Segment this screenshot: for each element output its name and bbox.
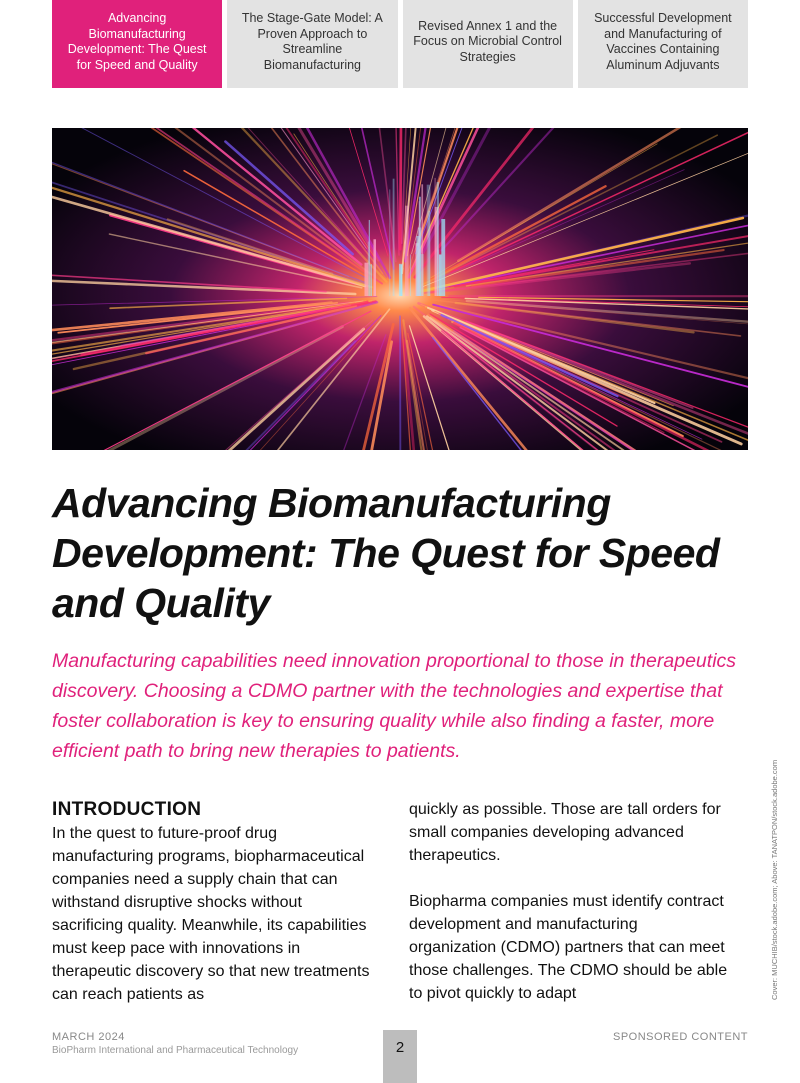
tab-stage-gate-model[interactable] (227, 0, 397, 88)
light-tower (389, 189, 390, 296)
light-tower (405, 206, 409, 296)
light-tower (435, 178, 436, 296)
light-tower (364, 263, 368, 296)
light-streak (400, 316, 401, 450)
light-speed-streaks-image (52, 128, 748, 450)
tab-label: Revised Annex 1 and the Focus on Microbial Control Strategies (413, 18, 562, 64)
light-tower (437, 182, 439, 296)
light-tower (419, 201, 420, 296)
article-column-right (409, 798, 729, 1005)
image-credit: Cover: MUCHIB/stock.adobe.com; Above: TANATPON/stock.adobe.com (770, 759, 779, 1000)
light-tower (401, 265, 403, 296)
light-tower (420, 254, 423, 296)
tab-label: Advancing Biomanufacturing Development: The Quest for Speed and Quality (67, 11, 207, 72)
tab-revised-annex-1[interactable] (403, 0, 573, 88)
light-tower (393, 179, 395, 296)
light-tower (410, 254, 411, 296)
tab-advancing-biomanufacturing[interactable] (52, 0, 222, 88)
light-tower (428, 211, 429, 296)
section-heading: INTRODUCTION (52, 799, 202, 820)
body-paragraph: In the quest to future-proof drug manufacturing programs, biopharmaceutical companies need a supply chain that can withstand disruptive shocks without sacrificing quality. Meanwhile, its capabilities must keep pace with innovations in therapeutic discovery so that new treatments can reach patients as (52, 825, 370, 1003)
article-title: Advancing Biomanufacturing Development: The Quest for Speed and Quality (52, 480, 720, 626)
article-column-left (52, 798, 372, 1006)
tab-label: The Stage-Gate Model: A Proven Approach to Streamline Biomanufacturing (241, 11, 383, 72)
tab-label: Successful Development and Manufacturing of Vaccines Containing Aluminum Adjuvants (594, 11, 732, 72)
footer-publication: BioPharm International and Pharmaceutical Technology (52, 1045, 299, 1056)
footer-sponsored-label: SPONSORED CONTENT (612, 1031, 748, 1043)
body-paragraph: quickly as possible. Those are tall orders for small companies developing advanced therapeutics. (409, 801, 721, 864)
light-tower (441, 219, 445, 296)
section-tabs (52, 0, 748, 88)
body-paragraph: Biopharma companies must identify contract development and manufacturing organization (CDMO) partners that can meet those challenges. The CDMO should be able to pivot quickly to adapt (409, 893, 728, 1002)
page-number: 2 (383, 1030, 417, 1083)
light-tower (369, 220, 370, 296)
light-tower (370, 264, 372, 296)
light-tower (439, 254, 441, 296)
footer-date: MARCH 2024 (52, 1031, 125, 1043)
light-tower (373, 239, 376, 296)
hero-image (52, 128, 748, 450)
tab-aluminum-adjuvants[interactable] (578, 0, 748, 88)
article-deck: Manufacturing capabilities need innovation proportional to those in therapeutics discovery. Choosing a CDMO partner with the technologies and expertise that foster collaboration is key to ensuring quality while also finding a faster, more efficient path to bring new therapies to patients. (52, 650, 737, 762)
